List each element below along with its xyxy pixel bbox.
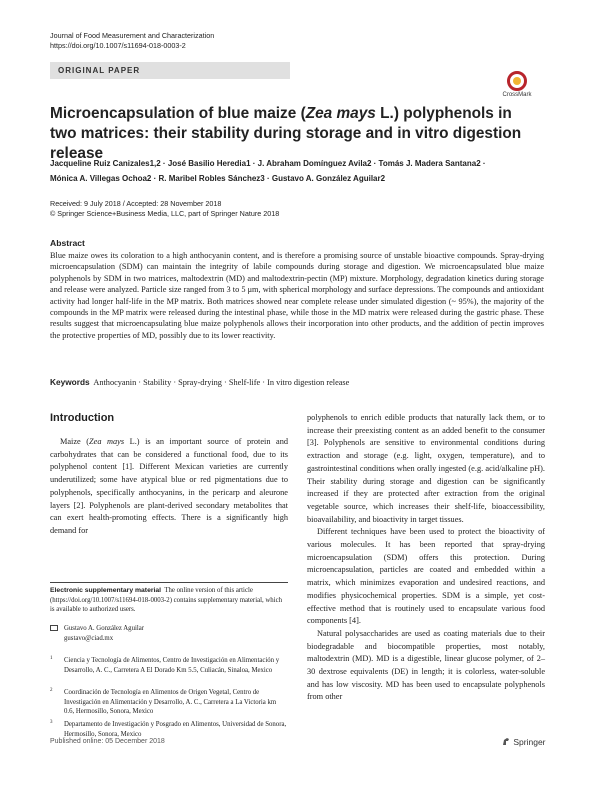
article-dates <box>50 199 279 219</box>
affiliation-2: 2 Coordinación de Tecnología en Alimentos de Origen Vegetal, Centro de Investigación en Alimentación y Desarrollo, A. C., Carretera a La Victoria km 0.6, Hermosillo, Sonora, Mexico <box>50 688 277 715</box>
affiliation-3: 3 Departamento de Investigación y Posgrado en Alimentos, Universidad de Sonora, Hermosillo, Sonora, Mexico <box>50 720 287 738</box>
affiliation-1: 1 Ciencia y Tecnología de Alimentos, Centro de Investigación en Alimentación y Desarrollo, A. C., Carretera A El Dorado Km 5.5, Culiacán, Sinaloa, Mexico <box>50 656 280 674</box>
crossmark-icon <box>507 71 527 91</box>
intro-column-1 <box>50 436 288 538</box>
corresponding-email[interactable]: gustavo@ciad.mx <box>64 634 114 642</box>
intro-paragraph-4: Natural polysaccharides are used as coating materials due to their biodegradable and biocompatible properties, most notably, maltodextrin (MD). MD is a digestible, linear glucose polymer, of 2–30 dextrose equivalents (DE) in length; it is colorless, water-soluble and has low viscosity. MD has been used to encapsulate polyphenols from other <box>307 628 545 702</box>
doi-link[interactable]: https://doi.org/10.1007/s11694-018-0003-2 <box>50 41 186 50</box>
intro-column-2 <box>307 412 545 704</box>
crossmark-badge[interactable] <box>487 71 547 98</box>
article-type-label: ORIGINAL PAPER <box>58 66 141 75</box>
springer-horse-icon <box>501 736 511 746</box>
intro-paragraph-1: Maize (Zea mays L.) is an important source of protein and carbohydrates that can be considered a functional food, due to its polyphenol content [1]. Different Mexican varieties are currently underutilized; some have atypical blue or red pigmentations due to polyphenols, specifically anthocyanins, in the pericarp and aleurone layers [2]. Polyphenols are plant-derived secondary metabolites that can exert health-promoting effects. There is a significantly high demand for <box>50 437 289 535</box>
footnote-divider <box>50 582 288 583</box>
copyright: © Springer Science+Business Media, LLC, part of Springer Nature 2018 <box>50 209 280 218</box>
keywords-text: Anthocyanin · Stability · Spray-drying · Shelf-life · In vitro digestion release <box>93 378 350 387</box>
supplementary-note <box>50 586 288 615</box>
journal-header <box>50 31 214 51</box>
abstract-body: Blue maize owes its coloration to a high anthocyanin content, and is therefore a promising source of unstable bioactive compounds. Spray-drying microencapsulation (SDM) can maintain the integrity of labile compounds during storage and digestion. We microencapsulated blue maize polyphenols by SDM in two matrices, maltodextrin (MD) and maltodextrin-pectin (MP) mixture. Morphology, degradation kinetics during storage and release were analyzed. Particle size ranged from 3 to 5 μm, with spherical morphology and surface depressions. The compounds and antioxidant activity had longer half-life in the MP matrix. Both matrices showed near complete release under simulated digestion (~ 95%), the majority of the compounds in the MP matrix were released during the intestinal phase, while those in the MD matrix were released during the gastric phase. These results suggest that microencapsulating blue maize polyphenols allows their incorporation into other products, and the addition of pectin improves the protective properties of MD, possibly due to its lower reactivity. <box>50 251 544 340</box>
keywords <box>50 377 544 388</box>
published-online: Published online: 05 December 2018 <box>50 738 165 745</box>
intro-paragraph-2: polyphenols to enrich edible products that naturally lack them, or to increase their preexisting content as an added benefit to the consumer [3]. Polyphenols are sensitive to environmental conditions during extraction and storage (e.g. light, oxygen, temperature), and to gastrointestinal conditions when orally ingested (e.g. acid/alkaline pH). Their stability during storage and digestion can be significantly increased if they are protected after extraction from the original vegetable source, which increases their shelf-life, bioaccessibility, bioavailability, and bioactivity in target tissues. <box>307 413 545 524</box>
esm-text: The online version of this article (https://doi.org/10.1007/s11694-018-0003-2) contains supplementary material, which is available to authorized users. <box>50 587 282 613</box>
authors-line-2: Mónica A. Villegas Ochoa2 · R. Maribel Robles Sánchez3 · Gustavo A. González Aguilar2 <box>50 174 386 183</box>
intro-paragraph-3: Different techniques have been used to protect the bioactivity of various molecules. It has been reported that spray-drying microencapsulation (SDM) offers this protection. During microencapsulation, particles are coated and embedded within a matrix, which minimizes evaporation and undesired reactions, and modifies physicochemical properties. SDM is a simple, yet cost-effective method that is routinely used to encapsulate various food components [4]. <box>307 527 545 626</box>
author-list <box>50 156 540 186</box>
corresponding-author <box>50 624 288 643</box>
authors-line-1: Jacqueline Ruiz Canizales1,2 · José Basilio Heredia1 · J. Abraham Domínguez Avila2 · Tomás J. Madera Santana2 · <box>50 159 486 168</box>
publisher-logo <box>501 736 546 747</box>
corresponding-name-row <box>50 624 288 634</box>
paper-title: Microencapsulation of blue maize (Zea mays L.) polyphenols in two matrices: their stability during storage and in vitro digestion release <box>50 105 522 162</box>
corresponding-name: Gustavo A. González Aguilar <box>64 625 145 632</box>
introduction-heading: Introduction <box>50 412 115 424</box>
abstract-heading: Abstract <box>50 238 85 248</box>
journal-name: Journal of Food Measurement and Characterization <box>50 31 215 40</box>
received-accepted: Received: 9 July 2018 / Accepted: 28 November 2018 <box>50 199 222 208</box>
crossmark-label: CrossMark <box>502 92 532 98</box>
esm-label: Electronic supplementary material <box>50 587 162 594</box>
keywords-label: Keywords <box>50 377 90 387</box>
envelope-icon <box>50 625 58 631</box>
publisher-name: Springer <box>513 737 546 747</box>
